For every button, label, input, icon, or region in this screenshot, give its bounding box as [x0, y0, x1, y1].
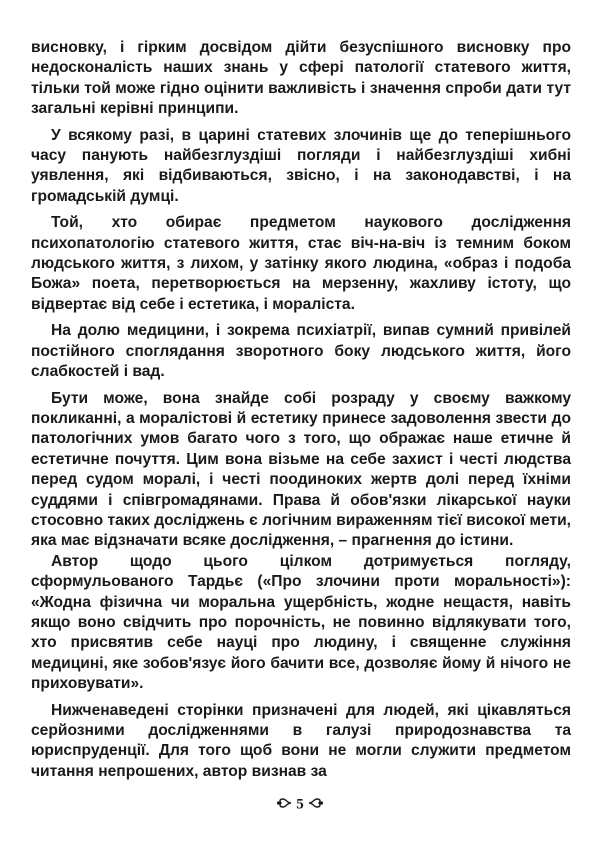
- paragraph-3: Той, хто обирає предметом наукового дослідження психопатологію статевого життя, стає віч-на-віч із темним боком людського життя, з лихом, у затінку якого людина, «образ і подоба Божа» поета, перетворюється на мерзенну, жахливу істоту, що відвертає від себе і естетика, і мораліста.: [31, 214, 571, 313]
- paragraph-4: На долю медицини, і зокрема психіатрії, випав сумний привілей постійного споглядання зворотного боку людського життя, його слабкостей і вад.: [31, 322, 571, 381]
- right-ornament-shape: [308, 796, 324, 810]
- paragraph-1: висновку, і гірким досвідом дійти безуспішного висновку про недосконалість наших знань у сфері патології статевого життя, тільки той може гідно оцінити важливість і значення спроби дати тут загальні керівні принципи.: [31, 39, 571, 118]
- page-body: [31, 38, 571, 788]
- paragraph-5: Бути може, вона знайде собі розраду у своєму важкому покликанні, а моралістові й естетику принесе задоволення звести до патологічних умов багато чого з того, що ображає наше етичне й естетичне почуття. Цим вона візьме на себе захист і честі людства перед судом моралі, і честі поодиноких жертв долі перед їхніми суддями і співгромадянами. Права й обов'язки лікарської науки стосовно таких досліджень є логічним вираженням тієї високої мети, яка має відзначати всяке дослідження, – прагнення до істини.: [31, 389, 571, 550]
- paragraph-6: Автор щодо цього цілком дотримується погляду, сформульованого Тардьє («Про злочини проти моральності»): «Жодна фізична чи моральна ущербність, жодне нещастя, навіть якщо воно свідчить про порочність, не повинно відлякувати того, хто присвятив себе науці про людину, і священне служіння медицині, яке зобов'язує його бачити все, дозволяє йому й нічого не приховувати».: [31, 552, 571, 693]
- paragraph-7: Нижченаведені сторінки призначені для людей, які цікавляться серйозними дослідженнями в галузі природознавства та юриспруденції. Для того щоб вони не могли служити предметом читання непрошених, автор визнав за: [31, 701, 571, 780]
- left-ornament-icon: [276, 796, 292, 814]
- paragraph-2: У всякому разі, в царині статевих злочинів ще до теперішнього часу панують найбезглуздіші погляди і найбезглуздіші хибні уявлення, які відбиваються, звісно, і на законодавстві, і на громадській думці.: [31, 126, 571, 205]
- left-ornament-shape: [276, 796, 292, 810]
- page-number: 5: [296, 796, 304, 813]
- right-ornament-icon: [308, 796, 324, 814]
- page-footer: [0, 796, 600, 814]
